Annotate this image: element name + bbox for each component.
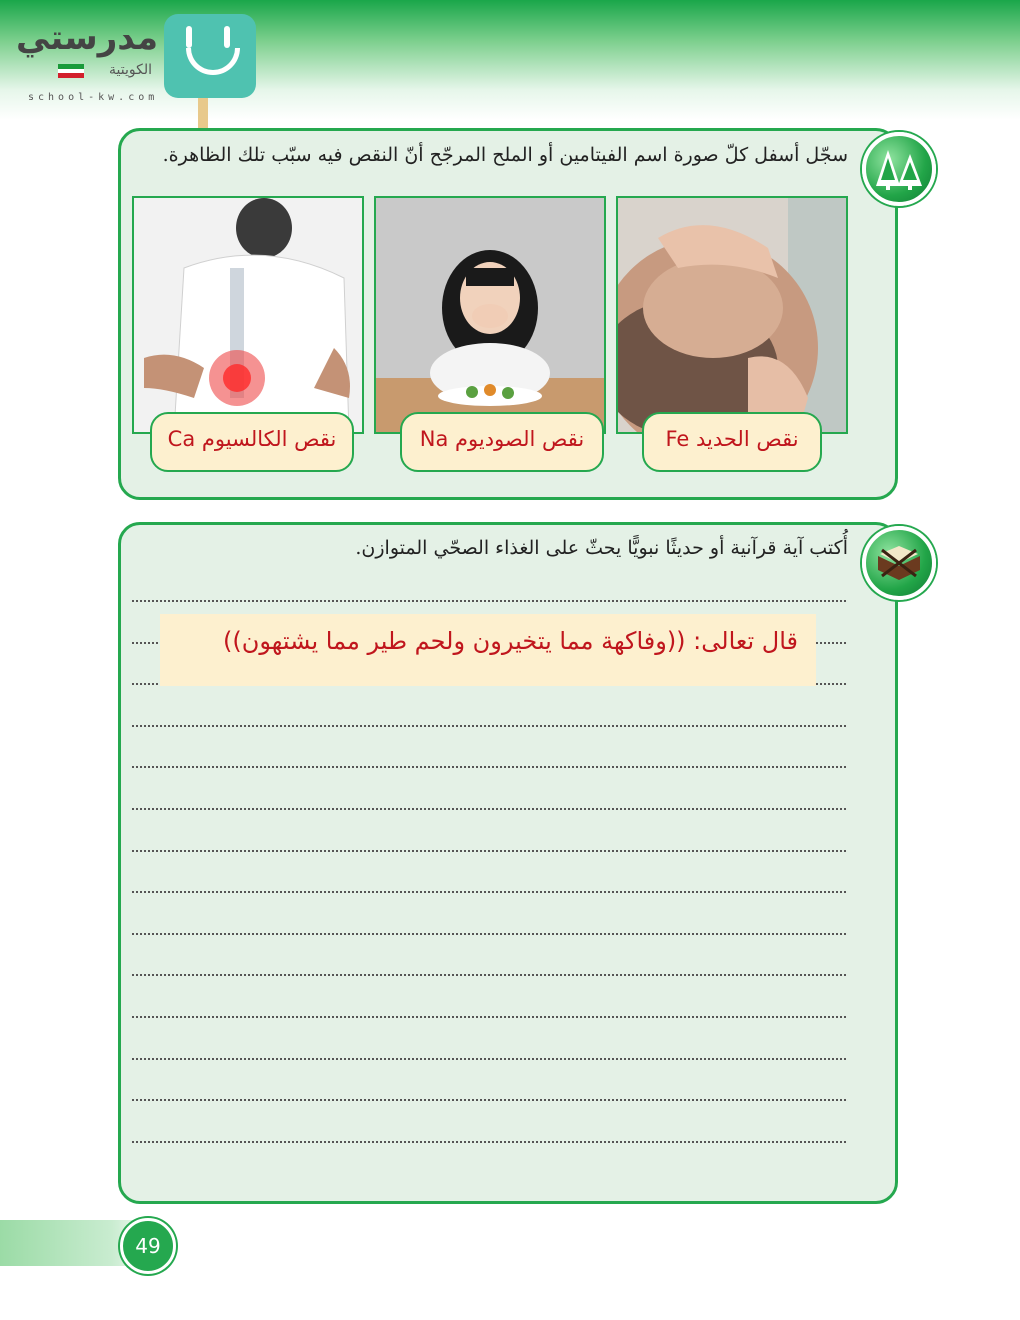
kuwait-flag-icon — [58, 64, 84, 78]
logo-name: مدرستي — [16, 18, 158, 58]
answer-label-iron[interactable]: نقص الحديد Fe — [642, 412, 822, 472]
writing-lines[interactable] — [132, 600, 846, 1182]
logo-eye-icon — [224, 26, 230, 48]
instruction-text: أُكتب آية قرآنية أو حديثًا نبويًّا يحثّ على الغذاء الصحّي المتوازن. — [355, 537, 848, 559]
answer-label-calcium[interactable]: نقص الكالسيوم Ca — [150, 412, 354, 472]
logo-subtitle: الكويتية — [109, 62, 152, 78]
instruction-text: سجّل أسفل كلّ صورة اسم الفيتامين أو الملح المرجّح أنّ النقص فيه سبّب تلك الظاهرة. — [162, 144, 848, 166]
trees-icon — [862, 132, 936, 206]
answer-label-sodium[interactable]: نقص الصوديوم Na — [400, 412, 604, 472]
logo-url: school-kw.com — [28, 92, 159, 103]
photo-child-food — [374, 196, 606, 434]
quran-book-icon — [862, 526, 936, 600]
photo-back-pain — [132, 196, 364, 434]
answer-verse[interactable]: قال تعالى: ((وفاكهة مما يتخيرون ولحم طير مما يشتهون)) — [160, 614, 816, 686]
photo-hair-loss — [616, 196, 848, 434]
logo-eye-icon — [186, 26, 192, 48]
site-logo[interactable] — [18, 12, 268, 132]
page-number: 49 — [120, 1218, 176, 1274]
logo-stick-icon — [198, 98, 208, 132]
